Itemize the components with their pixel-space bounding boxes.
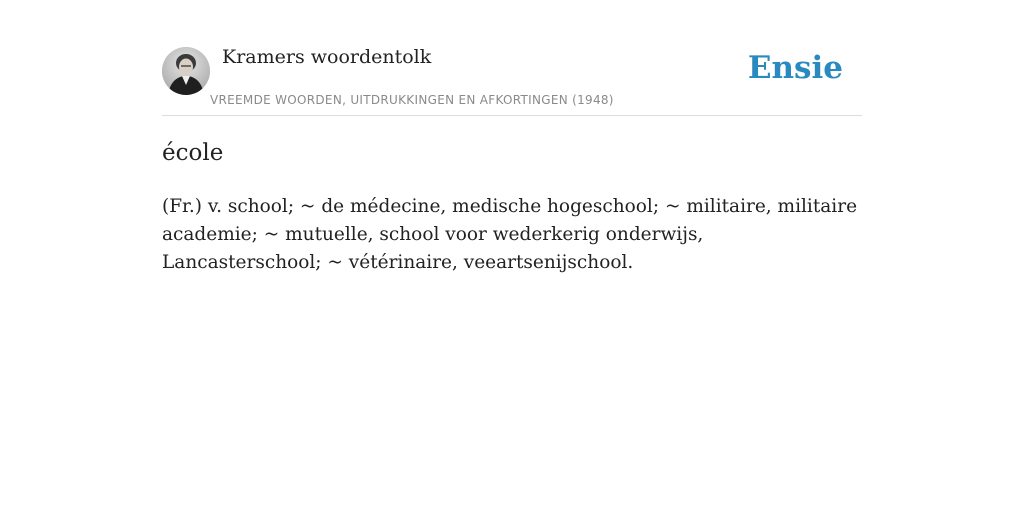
entry-headword: école <box>162 140 224 166</box>
ensie-logo-link[interactable]: Ensie <box>747 50 843 86</box>
portrait-icon <box>162 47 210 95</box>
source-title-link[interactable]: Kramers woordentolk <box>222 46 432 68</box>
source-subtitle: VREEMDE WOORDEN, UITDRUKKINGEN EN AFKORTINGEN (1948) <box>210 93 614 107</box>
page-container <box>162 0 862 273</box>
source-header <box>162 0 862 116</box>
entry-definition: (Fr.) v. school; ~ de médecine, medische hogeschool; ~ militaire, militaire academie; ~ mutuelle, school voor wederkerig onderwijs, Lancasterschool; ~ vétérinaire, veeartsenijschool. <box>162 196 858 273</box>
author-avatar[interactable] <box>162 47 210 95</box>
